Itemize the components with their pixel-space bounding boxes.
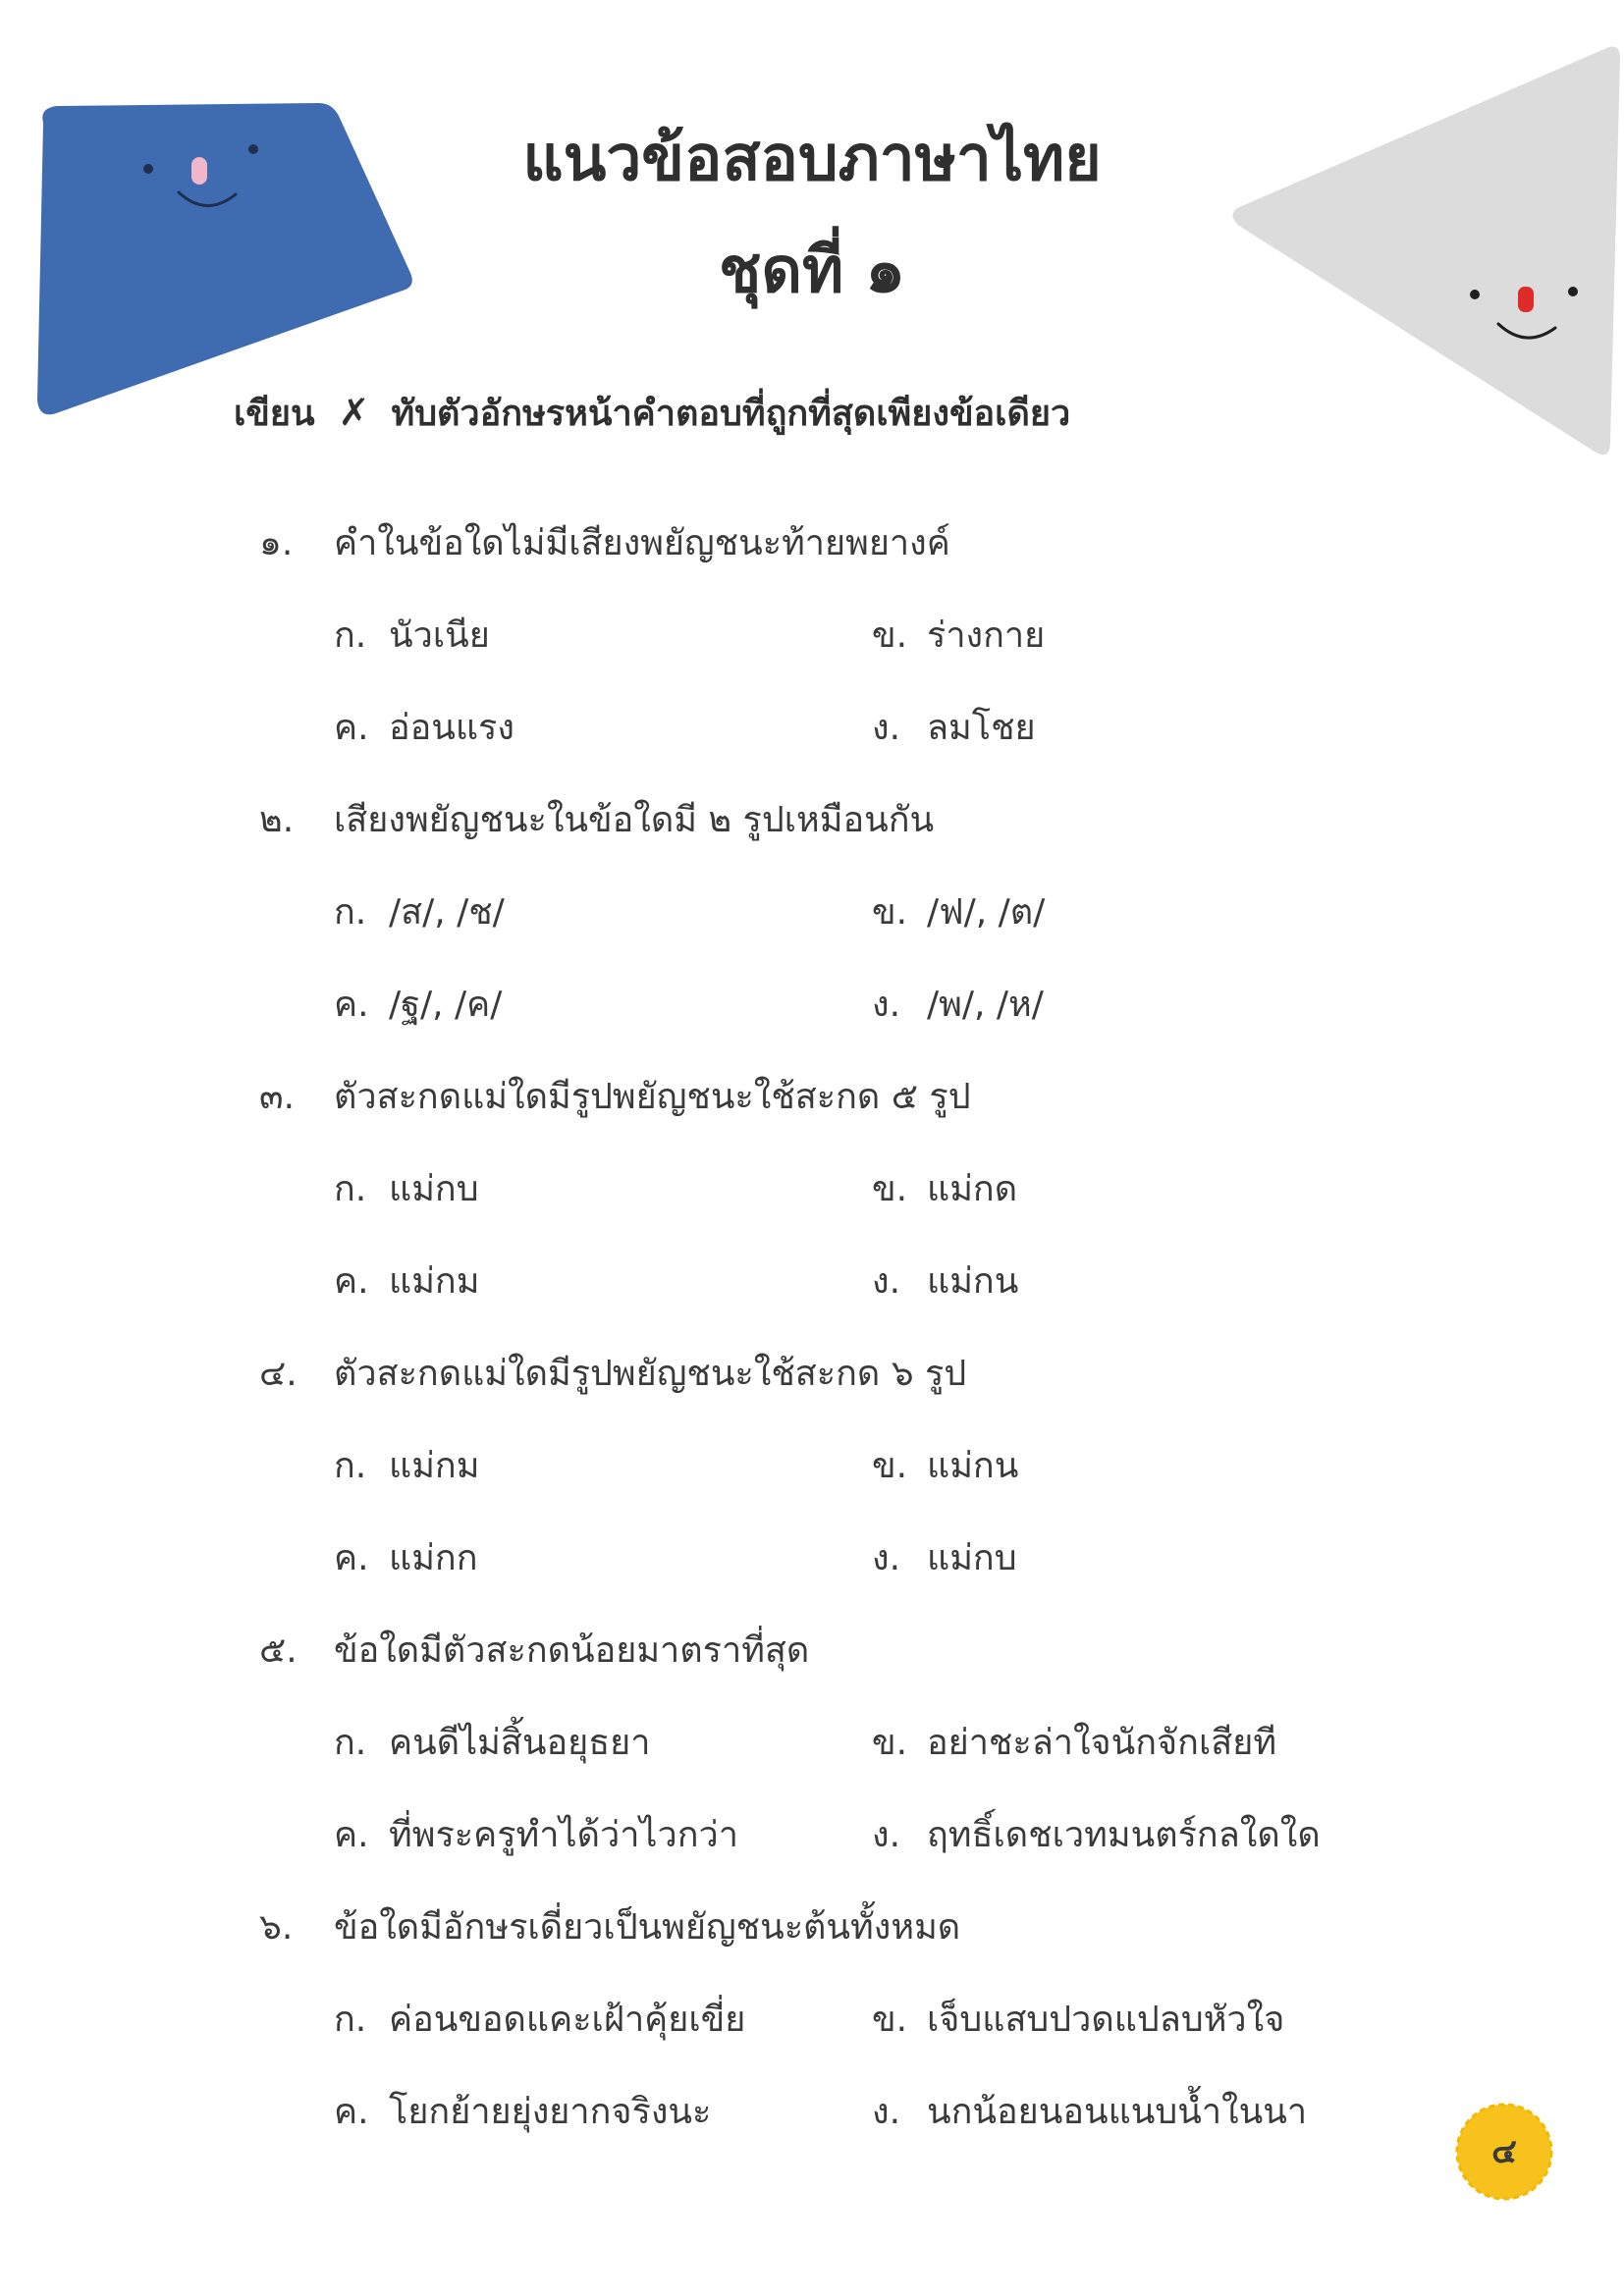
option-text: แม่กบ bbox=[389, 1169, 479, 1209]
option-3a[interactable] bbox=[334, 1160, 479, 1216]
page-number-badge bbox=[1453, 2101, 1555, 2203]
option-label: ง. bbox=[872, 2092, 901, 2132]
option-label: ก. bbox=[334, 1169, 367, 1209]
option-text: ฤทธิ์เดชเวทมนตร์กลใดใด bbox=[927, 1815, 1321, 1855]
option-3d[interactable] bbox=[872, 1253, 1018, 1308]
option-text: แม่กด bbox=[927, 1169, 1018, 1209]
option-label: ค. bbox=[334, 1815, 369, 1855]
question-text: ตัวสะกดแม่ใดมีรูปพยัญชนะใช้สะกด ๕ รูป bbox=[334, 1077, 971, 1117]
option-text: อย่าชะล่าใจนักจักเสียที bbox=[927, 1723, 1277, 1763]
option-label: ข. bbox=[872, 2000, 908, 2040]
question-number: ๔. bbox=[259, 1354, 298, 1394]
option-text: แม่กน bbox=[927, 1261, 1019, 1302]
instruction-after: ทับตัวอักษรหน้าคำตอบที่ถูกที่สุดเพียงข้อเดียว bbox=[391, 394, 1071, 434]
option-label: ข. bbox=[872, 892, 908, 933]
option-text: แม่กน bbox=[927, 1446, 1019, 1486]
option-label: ข. bbox=[872, 615, 908, 656]
option-text: /ส/, /ช/ bbox=[389, 892, 505, 933]
option-text: เจ็บแสบปวดแปลบหัวใจ bbox=[927, 2000, 1285, 2040]
page-subtitle: ชุดที่ ๑ bbox=[718, 235, 906, 307]
question-4 bbox=[259, 1345, 966, 1401]
question-2 bbox=[259, 791, 934, 847]
option-1a[interactable] bbox=[334, 607, 490, 663]
question-text: ตัวสะกดแม่ใดมีรูปพยัญชนะใช้สะกด ๖ รูป bbox=[334, 1354, 967, 1394]
option-text: แม่กม bbox=[389, 1261, 480, 1302]
cross-mark-icon: ✗ bbox=[338, 391, 370, 434]
option-5a[interactable] bbox=[334, 1714, 650, 1770]
question-text: เสียงพยัญชนะในข้อใดมี ๒ รูปเหมือนกัน bbox=[334, 800, 935, 840]
question-number: ๓. bbox=[259, 1077, 296, 1117]
option-text: แม่กม bbox=[389, 1446, 480, 1486]
instruction-before: เขียน bbox=[234, 394, 315, 434]
option-2d[interactable] bbox=[872, 976, 1044, 1032]
option-label: ง. bbox=[872, 1261, 901, 1302]
question-1 bbox=[259, 514, 950, 570]
option-label: ค. bbox=[334, 985, 369, 1025]
option-label: ค. bbox=[334, 708, 369, 748]
option-text: โยกย้ายยุ่งยากจริงนะ bbox=[389, 2092, 712, 2132]
option-label: ก. bbox=[334, 1723, 367, 1763]
question-number: ๒. bbox=[259, 800, 295, 840]
option-label: ค. bbox=[334, 2092, 369, 2132]
option-label: ง. bbox=[872, 708, 901, 748]
page-number: ๔ bbox=[1491, 2132, 1517, 2171]
option-text: คนดีไม่สิ้นอยุธยา bbox=[389, 1723, 651, 1763]
option-label: ก. bbox=[334, 892, 367, 933]
option-2b[interactable] bbox=[872, 883, 1045, 939]
blue-shape-face-icon bbox=[0, 0, 452, 452]
option-text: ร่างกาย bbox=[927, 615, 1046, 656]
option-text: ค่อนขอดแคะเฝ้าคุ้ยเขี่ย bbox=[389, 2000, 746, 2040]
question-text: ข้อใดมีอักษรเดี่ยวเป็นพยัญชนะต้นทั้งหมด bbox=[334, 1907, 961, 1948]
question-text: ข้อใดมีตัวสะกดน้อยมาตราที่สุด bbox=[334, 1630, 810, 1671]
option-3c[interactable] bbox=[334, 1253, 479, 1308]
option-text: ที่พระครูทำได้ว่าไวกว่า bbox=[389, 1815, 738, 1855]
option-6a[interactable] bbox=[334, 1991, 745, 2047]
question-text: คำในข้อใดไม่มีเสียงพยัญชนะท้ายพยางค์ bbox=[334, 523, 950, 563]
option-text: อ่อนแรง bbox=[389, 708, 514, 748]
option-5b[interactable] bbox=[872, 1714, 1276, 1770]
option-3b[interactable] bbox=[872, 1160, 1017, 1216]
option-6b[interactable] bbox=[872, 1991, 1284, 2047]
option-label: ค. bbox=[334, 1261, 369, 1302]
option-text: /ฟ/, /ต/ bbox=[927, 892, 1046, 933]
option-label: ข. bbox=[872, 1169, 908, 1209]
option-label: ง. bbox=[872, 1538, 901, 1578]
option-label: ก. bbox=[334, 615, 367, 656]
option-label: ง. bbox=[872, 985, 901, 1025]
option-text: แม่กก bbox=[389, 1538, 478, 1578]
option-5c[interactable] bbox=[334, 1806, 738, 1862]
option-text: นัวเนีย bbox=[389, 615, 490, 656]
option-1c[interactable] bbox=[334, 699, 514, 755]
question-number: ๑. bbox=[259, 523, 294, 563]
option-text: /ฐ/, /ค/ bbox=[389, 985, 503, 1025]
option-1b[interactable] bbox=[872, 607, 1045, 663]
option-label: ข. bbox=[872, 1723, 908, 1763]
option-label: ง. bbox=[872, 1815, 901, 1855]
instruction bbox=[234, 385, 1070, 441]
question-6 bbox=[259, 1898, 960, 1954]
option-4b[interactable] bbox=[872, 1437, 1018, 1493]
option-6c[interactable] bbox=[334, 2083, 711, 2139]
option-4d[interactable] bbox=[872, 1529, 1017, 1585]
option-text: ลมโชย bbox=[927, 708, 1036, 748]
option-text: แม่กบ bbox=[927, 1538, 1017, 1578]
option-label: ก. bbox=[334, 1446, 367, 1486]
question-5 bbox=[259, 1622, 809, 1678]
option-4c[interactable] bbox=[334, 1529, 478, 1585]
question-number: ๖. bbox=[259, 1907, 294, 1948]
option-5d[interactable] bbox=[872, 1806, 1321, 1862]
question-3 bbox=[259, 1068, 971, 1124]
page-title: แนวข้อสอบภาษาไทย bbox=[522, 123, 1102, 195]
option-2a[interactable] bbox=[334, 883, 505, 939]
option-1d[interactable] bbox=[872, 699, 1036, 755]
question-number: ๕. bbox=[259, 1630, 298, 1671]
option-text: /พ/, /ห/ bbox=[927, 985, 1044, 1025]
option-label: ก. bbox=[334, 2000, 367, 2040]
option-label: ค. bbox=[334, 1538, 369, 1578]
option-4a[interactable] bbox=[334, 1437, 479, 1493]
option-6d[interactable] bbox=[872, 2083, 1307, 2139]
option-label: ข. bbox=[872, 1446, 908, 1486]
option-text: นกน้อยนอนแนบน้ำในนา bbox=[927, 2092, 1308, 2132]
option-2c[interactable] bbox=[334, 976, 502, 1032]
